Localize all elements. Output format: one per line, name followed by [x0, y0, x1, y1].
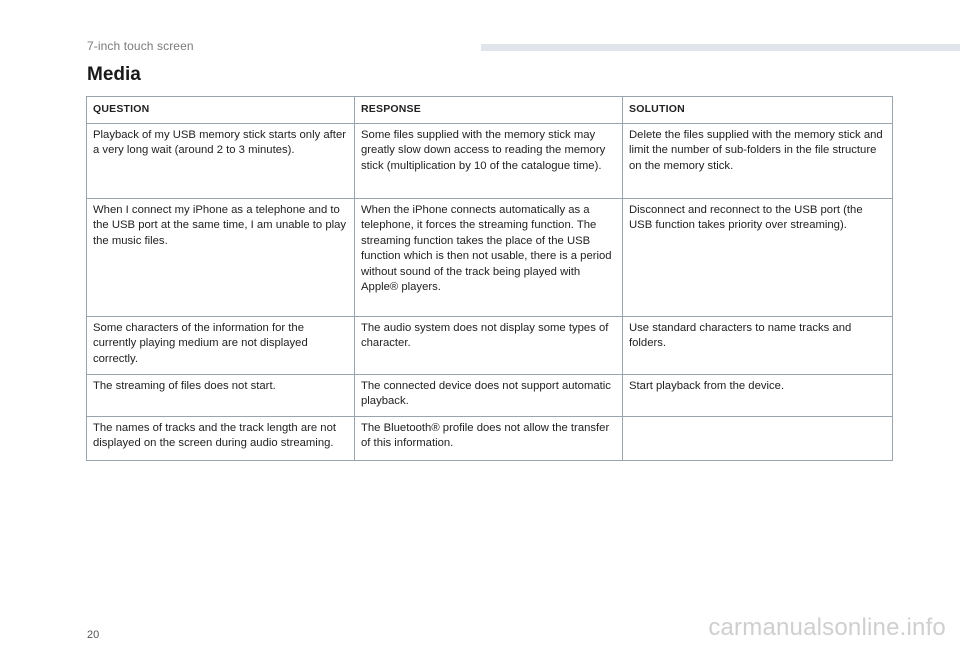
table-row [87, 198, 893, 316]
watermark: carmanualsonline.info [708, 614, 946, 641]
response-cell: The Bluetooth® profile does not allow the transfer of this information. [355, 416, 623, 460]
column-header-question: QUESTION [87, 97, 355, 124]
question-cell: The streaming of files does not start. [87, 374, 355, 416]
response-cell: When the iPhone connects automatically as a telephone, it forces the streaming function. The streaming function takes the place of the USB function which is then not usable, there is a period without sound of the track being played with Apple® players. [355, 198, 623, 316]
solution-cell: Disconnect and reconnect to the USB port (the USB function takes priority over streaming). [623, 198, 893, 316]
response-cell: The connected device does not support automatic playback. [355, 374, 623, 416]
solution-cell: Use standard characters to name tracks and folders. [623, 316, 893, 374]
response-cell: Some files supplied with the memory stick may greatly slow down access to reading the memory stick (multiplication by 10 of the catalogue time). [355, 123, 623, 198]
column-header-response: RESPONSE [355, 97, 623, 124]
question-cell: The names of tracks and the track length are not displayed on the screen during audio streaming. [87, 416, 355, 460]
table-row [87, 416, 893, 460]
page-title: Media [87, 64, 141, 85]
table-header-row [87, 97, 893, 124]
question-cell: Some characters of the information for the currently playing medium are not displayed correctly. [87, 316, 355, 374]
table-row [87, 374, 893, 416]
solution-cell: Start playback from the device. [623, 374, 893, 416]
page-header [0, 0, 960, 60]
table-row [87, 123, 893, 198]
section-title: 7-inch touch screen [87, 39, 194, 53]
page-number: 20 [87, 629, 100, 641]
response-cell: The audio system does not display some types of character. [355, 316, 623, 374]
question-cell: Playback of my USB memory stick starts only after a very long wait (around 2 to 3 minutes). [87, 123, 355, 198]
header-divider-bar [481, 44, 960, 51]
column-header-solution: SOLUTION [623, 97, 893, 124]
solution-cell [623, 416, 893, 460]
table-row [87, 316, 893, 374]
faq-table [86, 96, 893, 461]
solution-cell: Delete the files supplied with the memory stick and limit the number of sub-folders in the file structure on the memory stick. [623, 123, 893, 198]
question-cell: When I connect my iPhone as a telephone and to the USB port at the same time, I am unable to play the music files. [87, 198, 355, 316]
